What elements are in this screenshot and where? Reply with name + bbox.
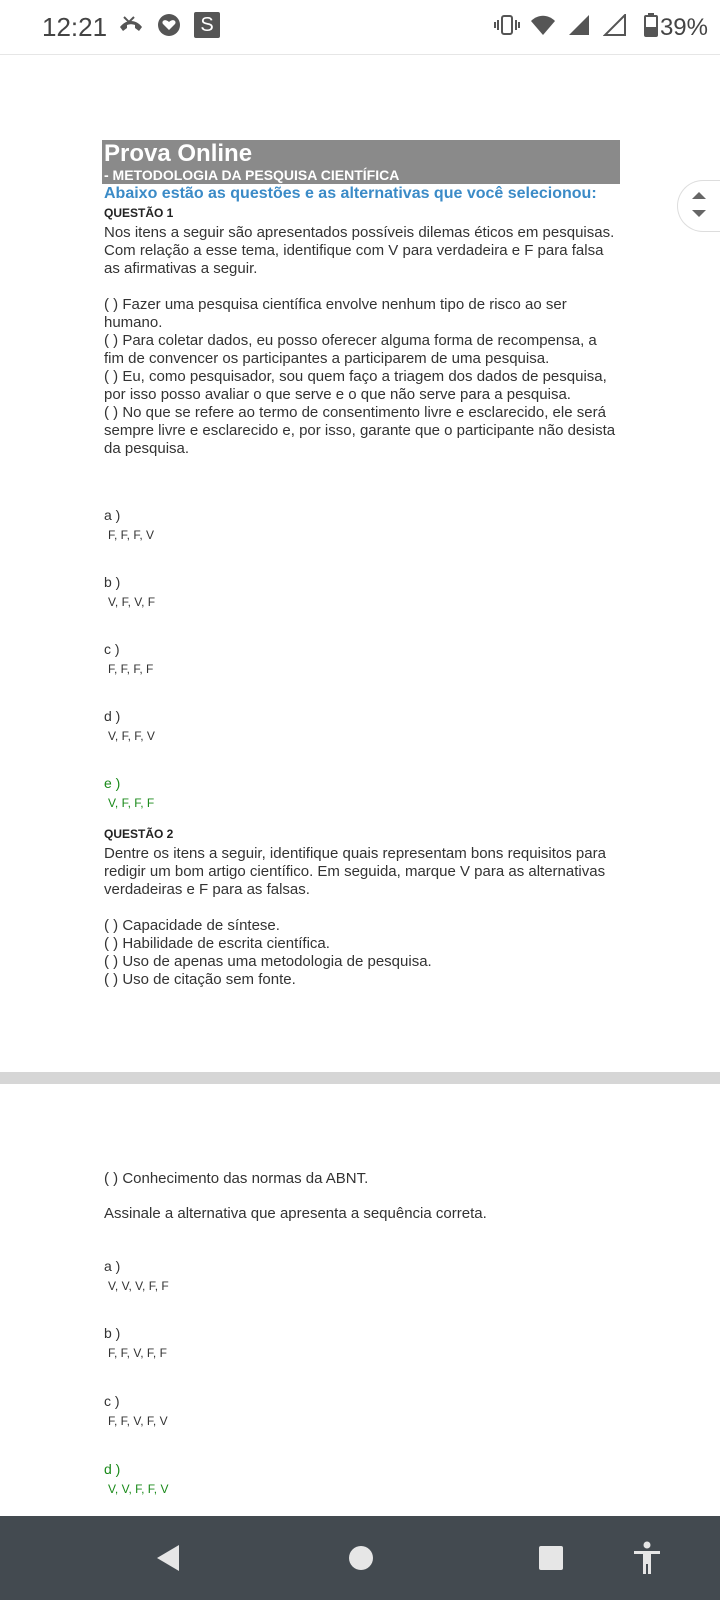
question-intro: Nos itens a seguir são apresentados possíveis dilemas éticos em pesquisas. Com relação a esse tema, identifique com V para verdadeira e F para falsa as afirmativas a seguir. xyxy=(104,224,615,277)
page-divider xyxy=(0,1072,720,1084)
statement-item: ( ) Uso de citação sem fonte. xyxy=(104,971,296,988)
q2-option-a[interactable] xyxy=(104,1257,620,1295)
statement-item: ( ) Capacidade de síntese. xyxy=(104,917,280,934)
accessibility-button[interactable] xyxy=(627,1538,667,1578)
option-value: V, F, V, F xyxy=(108,595,156,609)
option-letter: e ) xyxy=(104,775,121,791)
option-letter: a ) xyxy=(104,507,121,523)
question-1 xyxy=(104,204,620,458)
q1-option-a[interactable] xyxy=(104,506,620,544)
option-value: F, F, F, V xyxy=(108,528,155,542)
option-letter: c ) xyxy=(104,1393,120,1409)
exam-header xyxy=(102,140,620,184)
option-letter: c ) xyxy=(104,641,120,657)
recents-button[interactable] xyxy=(531,1538,571,1578)
statement-item: ( ) Uso de apenas uma metodologia de pesquisa. xyxy=(104,953,432,970)
status-bar xyxy=(0,0,720,55)
status-icons-left xyxy=(118,12,220,38)
q2-option-c[interactable] xyxy=(104,1392,620,1430)
option-letter: d ) xyxy=(104,708,121,724)
course-subtitle: - METODOLOGIA DA PESQUISA CIENTÍFICA xyxy=(104,167,400,183)
status-time: 12:21 xyxy=(42,12,108,42)
scroll-up-icon xyxy=(692,192,706,199)
statement-item: ( ) Eu, como pesquisador, sou quem faço a triagem dos dados de pesquisa, por isso posso avaliar o que serve e o que não serve para a pesquisa. xyxy=(104,368,607,403)
status-icons-right xyxy=(494,12,664,38)
heart-icon xyxy=(156,12,182,38)
question-2-continued xyxy=(104,1170,620,1223)
navigation-bar xyxy=(0,1516,720,1600)
q1-option-d[interactable] xyxy=(104,707,620,745)
question-instruction: Assinale a alternativa que apresenta a sequência correta. xyxy=(104,1205,487,1222)
statement-item: ( ) No que se refere ao termo de consentimento livre e esclarecido, ele será sempre livre e esclarecido e, por isso, garante que o participante não desista da pesquisa. xyxy=(104,404,616,457)
question-intro: Dentre os itens a seguir, identifique quais representam bons requisitos para redigir um bom artigo científico. Em seguida, marque V para as alternativas verdadeiras e F para as falsas. xyxy=(104,845,606,898)
s-app-icon: S xyxy=(194,12,220,38)
q1-option-c[interactable] xyxy=(104,640,620,678)
statement-item: ( ) Habilidade de escrita científica. xyxy=(104,935,330,952)
statement-item: ( ) Para coletar dados, eu posso oferecer alguma forma de recompensa, a fim de convencer os participantes a participarem de uma pesquisa. xyxy=(104,332,597,367)
option-value: F, F, V, F, F xyxy=(108,1346,167,1360)
page-title: Prova Online xyxy=(104,140,253,167)
option-letter: a ) xyxy=(104,1258,121,1274)
wifi-icon xyxy=(530,12,556,38)
selected-answers-message: Abaixo estão as questões e as alternativas que você selecionou: xyxy=(104,185,597,202)
option-letter: b ) xyxy=(104,1325,121,1341)
q2-option-d-selected[interactable] xyxy=(104,1460,620,1498)
recents-icon xyxy=(536,1543,566,1573)
signal-empty-icon xyxy=(602,12,628,38)
accessibility-icon xyxy=(632,1541,662,1575)
option-value: V, F, F, V xyxy=(108,729,155,743)
home-icon xyxy=(346,1543,376,1573)
home-button[interactable] xyxy=(341,1538,381,1578)
option-letter: b ) xyxy=(104,574,121,590)
question-2 xyxy=(104,825,620,989)
option-value: V, V, V, F, F xyxy=(108,1279,169,1293)
q1-option-b[interactable] xyxy=(104,573,620,611)
back-icon xyxy=(153,1543,183,1573)
scroll-down-icon xyxy=(692,210,706,217)
vibrate-icon xyxy=(494,12,520,38)
signal-icon xyxy=(566,12,592,38)
q2-option-b[interactable] xyxy=(104,1324,620,1362)
scroll-control[interactable] xyxy=(677,180,720,232)
battery-percent: 39% xyxy=(659,14,708,41)
statement-item: ( ) Conhecimento das normas da ABNT. xyxy=(104,1170,369,1187)
option-value: V, F, F, F xyxy=(108,796,155,810)
back-button[interactable] xyxy=(148,1538,188,1578)
statement-item: ( ) Fazer uma pesquisa científica envolve nenhum tipo de risco ao ser humano. xyxy=(104,296,567,331)
option-letter: d ) xyxy=(104,1461,121,1477)
option-value: V, V, F, F, V xyxy=(108,1482,169,1496)
q1-option-e-selected[interactable] xyxy=(104,774,620,812)
option-value: F, F, F, F xyxy=(108,662,154,676)
question-label: QUESTÃO 1 xyxy=(104,206,174,220)
missed-call-icon xyxy=(118,12,144,38)
option-value: F, F, V, F, V xyxy=(108,1414,168,1428)
question-label: QUESTÃO 2 xyxy=(104,827,174,841)
